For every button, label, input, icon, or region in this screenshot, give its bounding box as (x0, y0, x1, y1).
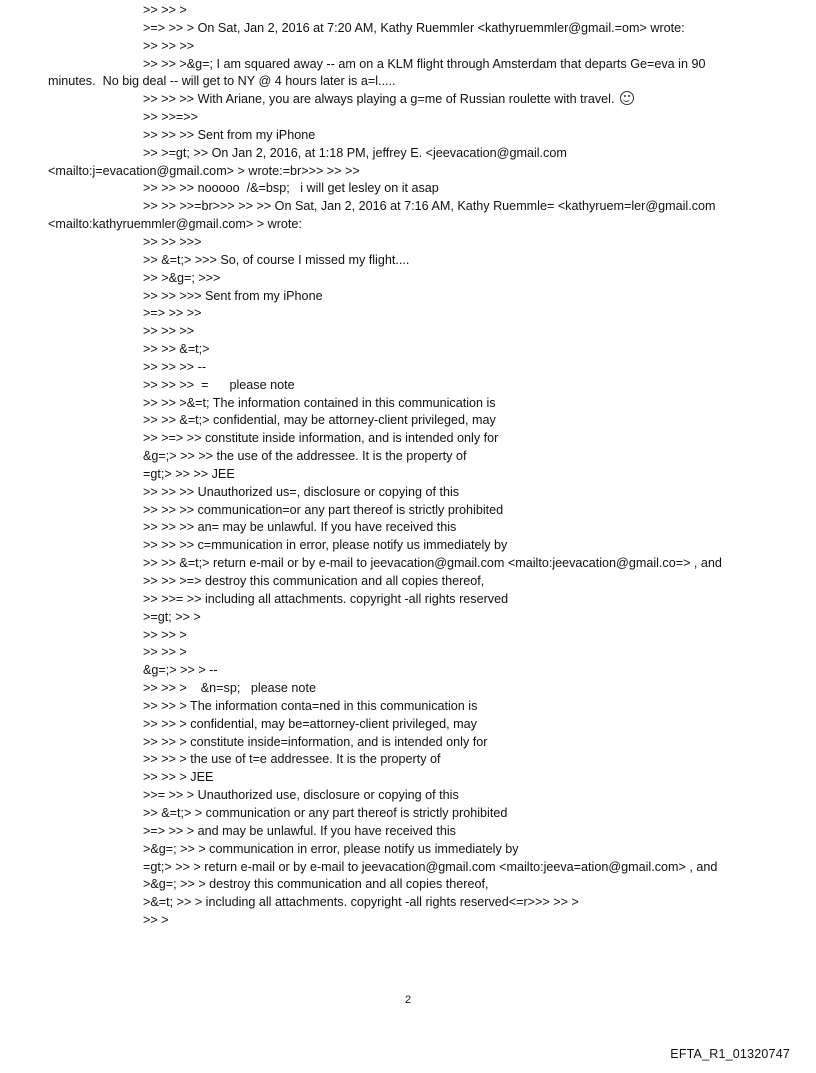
email-line-text: >> >> >>> Sent from my iPhone (143, 288, 323, 303)
email-line (0, 519, 816, 537)
email-line (0, 430, 816, 448)
email-line (0, 288, 816, 306)
email-line (0, 20, 816, 38)
email-line-text: >> >> >> c=mmunication in error, please notify us immediately by (143, 538, 508, 553)
email-line-text: &g=;> >> >> the use of the addressee. It is the property of (143, 449, 467, 464)
email-line (0, 769, 816, 787)
email-line (0, 323, 816, 341)
email-line-text: >> >> >> Unauthorized us=, disclosure or copying of this (143, 484, 460, 499)
email-line (0, 270, 816, 288)
email-line-text: >> >>= >> including all attachments. copyright -all rights reserved (143, 591, 509, 606)
email-line-text: >> >&g=; >>> (143, 270, 221, 285)
email-line (0, 823, 816, 841)
email-line (0, 662, 816, 680)
email-line-text: >> >> >> nooooo /&=bsp; i will get lesley on it asap (143, 181, 439, 196)
email-line-text: >> >> >> (143, 324, 195, 339)
email-line-text: >> >> > The information conta=ned in this communication is (143, 698, 478, 713)
email-line (0, 305, 816, 323)
email-line-text: >> > (143, 913, 169, 928)
document-id-stamp: EFTA_R1_01320747 (670, 1047, 790, 1061)
email-line-text: >=> >> > and may be unlawful. If you have received this (143, 823, 456, 838)
email-thread-body (0, 2, 816, 930)
email-line-text: >> >> >&=t; The information contained in this communication is (143, 395, 496, 410)
email-line (0, 466, 816, 484)
email-line (0, 591, 816, 609)
email-line-text: >> >> &=t;> (143, 342, 210, 357)
email-line (0, 198, 816, 216)
email-line-text: >> >> >=> destroy this communication and all copies thereof, (143, 574, 485, 588)
email-line (0, 859, 816, 877)
email-line (0, 38, 816, 56)
email-line-text: >> >> > confidential, may be=attorney-client privileged, may (143, 716, 477, 731)
email-line-text: >> >=gt; >> On Jan 2, 2016, at 1:18 PM, jeffrey E. <jeevacation@gmail.com (143, 145, 567, 160)
email-line (0, 644, 816, 662)
email-line-text: &g=;> >> > -- (143, 663, 218, 678)
email-line (0, 805, 816, 823)
email-line (0, 216, 816, 234)
email-line-text: >> >> >> = please note (143, 377, 295, 392)
email-line-text: >=> >> >> (143, 306, 202, 321)
email-line-text: =gt;> >> >> JEE (143, 466, 235, 481)
smiley-face-icon (620, 91, 634, 105)
email-line (0, 252, 816, 270)
email-line (0, 359, 816, 377)
email-line-text: >> >> > (143, 3, 187, 17)
email-line (0, 537, 816, 555)
email-line (0, 2, 816, 20)
email-line (0, 573, 816, 591)
email-line (0, 734, 816, 752)
email-line (0, 341, 816, 359)
email-line (0, 698, 816, 716)
email-line-text: >> >> > (143, 627, 187, 642)
email-line (0, 502, 816, 520)
email-line-text: >> >> > (143, 645, 187, 660)
email-line-text: >&g=; >> > destroy this communication and all copies thereof, (143, 877, 489, 892)
email-line (0, 234, 816, 252)
email-line-text: =gt;> >> > return e-mail or by e-mail to jeevacation@gmail.com <mailto:jeeva=ation@gmail.com> , and (143, 859, 718, 874)
email-line (0, 180, 816, 198)
email-line-text: >> &=t;> > communication or any part thereof is strictly prohibited (143, 805, 508, 820)
email-line-text: >> >> >> -- (143, 359, 207, 374)
email-line-text: >&=t; >> > including all attachments. copyright -all rights reserved<=r>>> >> > (143, 895, 579, 910)
email-line (0, 448, 816, 466)
email-line (0, 412, 816, 430)
email-line-text: >> >> > the use of t=e addressee. It is the property of (143, 752, 441, 767)
email-line (0, 163, 816, 181)
email-line-text: >> >> >> With Ariane, you are always playing a g=me of Russian roulette with travel. (143, 92, 615, 107)
email-line-text: >> >> >> Sent from my iPhone (143, 127, 316, 142)
email-line (0, 876, 816, 894)
email-line (0, 73, 816, 91)
email-line (0, 395, 816, 413)
email-line (0, 912, 816, 930)
email-line-text: >> >> > &n=sp; please note (143, 681, 316, 696)
email-line-text: >> >> >> communication=or any part thereof is strictly prohibited (143, 502, 504, 517)
email-line-text: >> >> >> (143, 38, 195, 53)
email-line-text: >> &=t;> >>> So, of course I missed my flight.... (143, 252, 410, 267)
email-line (0, 484, 816, 502)
email-line-text: >=gt; >> > (143, 609, 201, 624)
email-line-text: >> >> > JEE (143, 770, 214, 785)
email-line (0, 841, 816, 859)
email-line-text: >> >> >>> (143, 234, 202, 249)
email-line (0, 127, 816, 145)
email-line (0, 680, 816, 698)
page-number: 2 (404, 994, 412, 1006)
email-line (0, 109, 816, 127)
email-line-text: >&g=; >> > communication in error, please notify us immediately by (143, 841, 519, 856)
email-line-text: <mailto:kathyruemmler@gmail.com> > wrote: (48, 217, 302, 232)
email-line-text: >> >> >> an= may be unlawful. If you have received this (143, 520, 457, 535)
email-line (0, 56, 816, 74)
email-line (0, 894, 816, 912)
email-line (0, 751, 816, 769)
email-line-text: <mailto:j=evacation@gmail.com> > wrote:=br>>> >> >> (48, 163, 360, 178)
email-line (0, 716, 816, 734)
email-line-text: >> >> > constitute inside=information, and is intended only for (143, 734, 488, 749)
email-line-text: >> >> >&g=; I am squared away -- am on a KLM flight through Amsterdam that departs Ge=eva in 90 (143, 56, 706, 71)
email-line-text: >=> >> > On Sat, Jan 2, 2016 at 7:20 AM, Kathy Ruemmler <kathyruemmler@gmail.=om> wrote: (143, 20, 685, 35)
email-line (0, 627, 816, 645)
email-line (0, 609, 816, 627)
email-line-text: >>= >> > Unauthorized use, disclosure or copying of this (143, 788, 459, 803)
email-line (0, 377, 816, 395)
email-line-text: >> >> >>=br>>> >> >> On Sat, Jan 2, 2016 at 7:16 AM, Kathy Ruemmle= <kathyruem=ler@gmail.com (143, 199, 716, 214)
email-line-text: minutes. No big deal -- will get to NY @ 4 hours later is a=l..... (48, 74, 396, 89)
email-line (0, 555, 816, 573)
email-line-text: >> >> &=t;> return e-mail or by e-mail to jeevacation@gmail.com <mailto:jeevacation@gmail.co=> , and (143, 556, 722, 571)
email-line-text: >> >>=>> (143, 110, 198, 125)
email-line (0, 91, 816, 109)
email-line (0, 787, 816, 805)
email-line (0, 145, 816, 163)
email-line-text: >> >=> >> constitute inside information, and is intended only for (143, 431, 499, 446)
email-line-text: >> >> &=t;> confidential, may be attorney-client privileged, may (143, 413, 496, 428)
